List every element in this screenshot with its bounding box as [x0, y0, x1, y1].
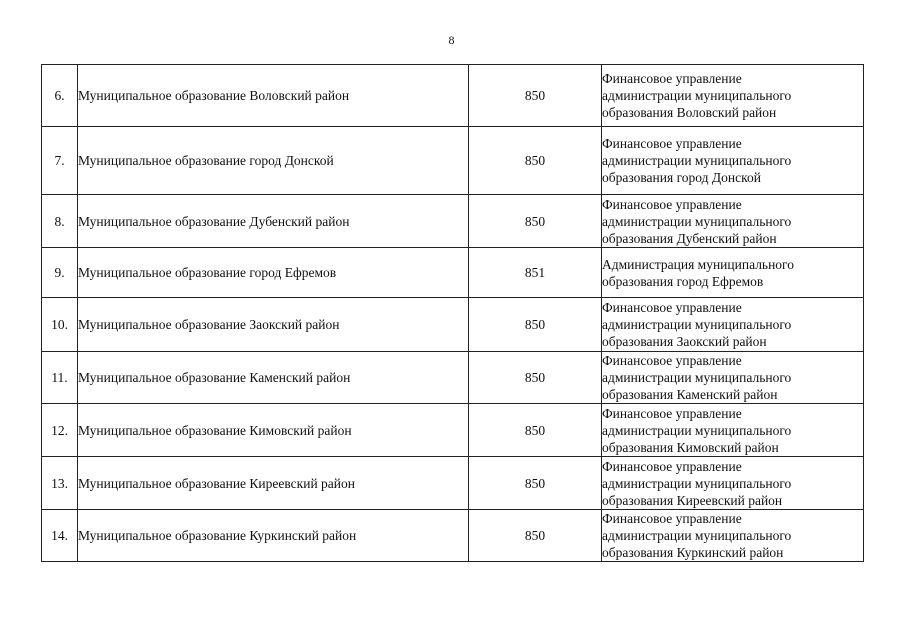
table-row: [42, 127, 864, 195]
municipality-name-cell: Муниципальное образование Заокский район: [78, 298, 469, 352]
municipality-name-cell: Муниципальное образование Куркинский район: [78, 510, 469, 562]
administrator-org-line: Финансовое управление: [602, 136, 742, 151]
administrator-org-line: образования город Ефремов: [602, 273, 764, 289]
admin-code-cell: 850: [469, 298, 602, 352]
municipality-name-cell: Муниципальное образование город Донской: [78, 127, 469, 195]
administrator-org-line: образования город Донской: [602, 170, 761, 185]
administrator-org-cell: [602, 248, 864, 298]
admin-code-cell: 850: [469, 457, 602, 510]
table-row: [42, 510, 864, 562]
municipality-name-cell: Муниципальное образование город Ефремов: [78, 248, 469, 298]
row-number-cell: 8.: [42, 195, 78, 248]
administrator-org-cell: [602, 404, 864, 457]
administrator-org-line: образования Киреевский район: [602, 492, 783, 508]
municipality-name-cell: Муниципальное образование Киреевский район: [78, 457, 469, 510]
administrator-org-line: администрации муниципального: [602, 422, 792, 438]
municipality-name-cell: Муниципальное образование Кимовский район: [78, 404, 469, 457]
administrator-org-line: образования Кимовский район: [602, 439, 779, 455]
page-number: 8: [448, 33, 455, 47]
administrator-org-line: администрации муниципального: [602, 475, 792, 491]
municipality-name-cell: Муниципальное образование Каменский район: [78, 352, 469, 404]
administrator-org-line: Администрация муниципального: [602, 256, 795, 272]
municipality-registry-table: [41, 64, 864, 562]
admin-code-cell: 850: [469, 510, 602, 562]
administrator-org-line: Финансовое управление: [602, 458, 742, 474]
row-number-cell: 12.: [42, 404, 78, 457]
municipality-name-cell: Муниципальное образование Воловский район: [78, 65, 469, 127]
admin-code-cell: 850: [469, 65, 602, 127]
administrator-org-line: Финансовое управление: [602, 300, 742, 315]
table-row: [42, 352, 864, 404]
administrator-org-cell: [602, 195, 864, 248]
administrator-org-line: образования Куркинский район: [602, 545, 784, 560]
table-row: [42, 195, 864, 248]
admin-code-cell: 850: [469, 127, 602, 195]
administrator-org-line: образования Каменский район: [602, 387, 778, 402]
table-row: [42, 298, 864, 352]
row-number-cell: 10.: [42, 298, 78, 352]
administrator-org-cell: [602, 457, 864, 510]
registry-table-body: [42, 65, 864, 562]
table-row: [42, 248, 864, 298]
table-row: [42, 65, 864, 127]
row-number-cell: 11.: [42, 352, 78, 404]
table-row: [42, 457, 864, 510]
administrator-org-line: Финансовое управление: [602, 196, 742, 212]
administrator-org-cell: [602, 352, 864, 404]
administrator-org-cell: [602, 127, 864, 195]
administrator-org-line: администрации муниципального: [602, 370, 792, 385]
administrator-org-line: образования Воловский район: [602, 105, 777, 120]
admin-code-cell: 850: [469, 352, 602, 404]
row-number-cell: 7.: [42, 127, 78, 195]
table-row: [42, 404, 864, 457]
administrator-org-line: образования Заокский район: [602, 334, 767, 349]
administrator-org-line: администрации муниципального: [602, 317, 792, 332]
administrator-org-line: администрации муниципального: [602, 88, 792, 103]
administrator-org-line: администрации муниципального: [602, 213, 792, 229]
administrator-org-line: администрации муниципального: [602, 153, 792, 168]
administrator-org-cell: [602, 65, 864, 127]
row-number-cell: 14.: [42, 510, 78, 562]
row-number-cell: 9.: [42, 248, 78, 298]
admin-code-cell: 850: [469, 195, 602, 248]
administrator-org-line: Финансовое управление: [602, 353, 742, 368]
municipality-name-cell: Муниципальное образование Дубенский район: [78, 195, 469, 248]
administrator-org-line: Финансовое управление: [602, 405, 742, 421]
administrator-org-line: Финансовое управление: [602, 511, 742, 526]
administrator-org-line: Финансовое управление: [602, 71, 742, 86]
administrator-org-cell: [602, 298, 864, 352]
administrator-org-cell: [602, 510, 864, 562]
row-number-cell: 6.: [42, 65, 78, 127]
administrator-org-line: администрации муниципального: [602, 528, 792, 543]
admin-code-cell: 851: [469, 248, 602, 298]
row-number-cell: 13.: [42, 457, 78, 510]
admin-code-cell: 850: [469, 404, 602, 457]
administrator-org-line: образования Дубенский район: [602, 230, 777, 246]
